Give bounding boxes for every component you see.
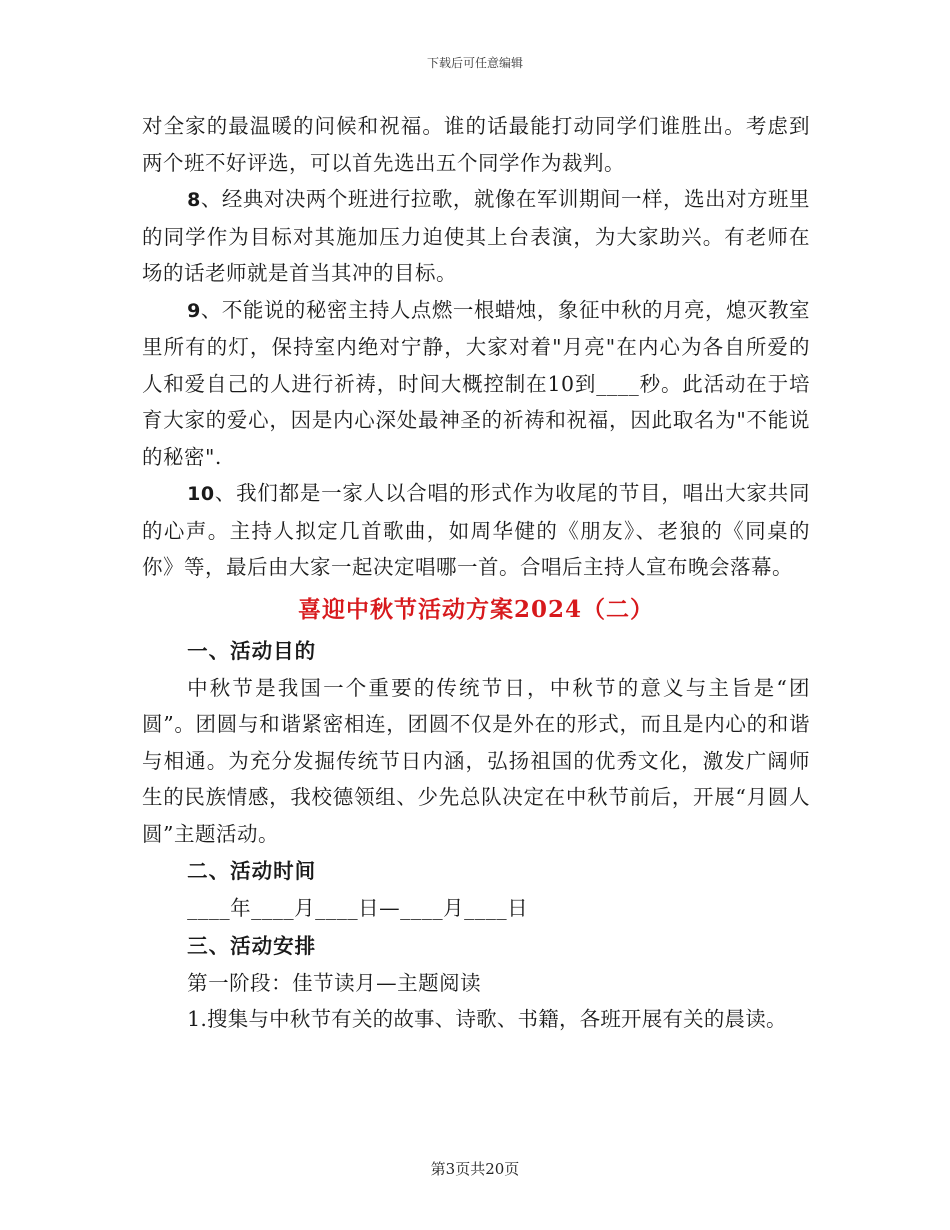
heading-time: 二、活动时间 — [187, 859, 317, 883]
list-item-number: 10 — [187, 483, 215, 505]
list-item-10 — [142, 475, 810, 586]
document-body — [142, 108, 810, 1038]
heading-arrangement: 三、活动安排 — [187, 933, 317, 958]
heading-purpose: 一、活动目的 — [187, 638, 317, 663]
list-item-text: 、我们都是一家人以合唱的形式作为收尾的节目，唱出大家共同的心声。主持人拟定几首歌曲，如周华健的《朋友》、老狼的《同桌的你》等，最后由大家一起决定唱哪一首。合唱后主持人宣布晚会落幕。 — [142, 481, 810, 579]
list-item-9 — [142, 292, 810, 476]
arrangement-item-1: 1.搜集与中秋节有关的故事、诗歌、书籍，各班开展有关的晨读。 — [187, 1007, 787, 1031]
page-header: 下载后可任意编辑 — [426, 56, 523, 70]
section-title: 喜迎中秋节活动方案2024（二） — [297, 595, 654, 623]
list-item-number: 9 — [187, 299, 201, 322]
list-item-number: 8 — [187, 189, 201, 211]
time-line: ____年____月____日—____月____日 — [187, 896, 529, 920]
list-item-8 — [142, 181, 810, 292]
paragraph-purpose: 中秋节是我国一个重要的传统节日，中秋节的意义与主旨是“团圆”。团圆与和谐紧密相连，团圆不仅是外在的形式，而且是内心的和谐与相通。为充分发掘传统节日内涵，弘扬祖国的优秀文化，激发广阔师生的民族情感，我校德领组、少先总队决定在中秋节前后，开展“月圆人圆”主题活动。 — [142, 675, 810, 846]
list-item-text: 、不能说的秘密主持人点燃一根蜡烛，象征中秋的月亮，熄灭教室里所有的灯，保持室内绝对宁静，大家对着"月亮"在内心为各自所爱的人和爱自己的人进行祈祷，时间大概控制在10到____秒。此活动在于培育大家的爱心，因是内心深处最神圣的祈祷和祝福，因此取名为"不能说的秘密". — [142, 297, 810, 469]
page-footer: 第3页共20页 — [430, 1160, 520, 1178]
paragraph-continuation: 对全家的最温暖的问候和祝福。谁的话最能打动同学们谁胜出。考虑到两个班不好评选，可以首先选出五个同学作为裁判。 — [142, 114, 810, 175]
stage-one: 第一阶段：佳节读月—主题阅读 — [187, 970, 482, 995]
list-item-text: 、经典对决两个班进行拉歌，就像在军训期间一样，选出对方班里的同学作为目标对其施加压力迫使其上台表演，为大家助兴。有老师在场的话老师就是首当其冲的目标。 — [142, 187, 810, 285]
